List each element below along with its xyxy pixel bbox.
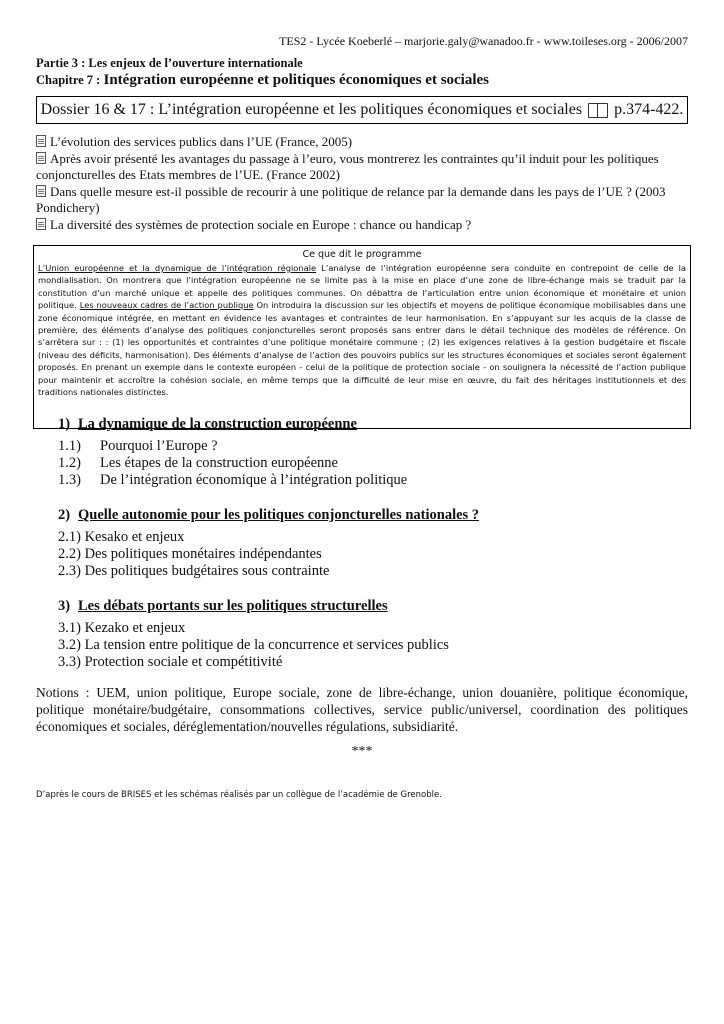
item-text: 2.1) Kesako et enjeux: [58, 529, 185, 545]
subject-text: L’évolution des services publics dans l’UE (France, 2005): [50, 134, 353, 149]
subject-item: [36, 184, 688, 217]
subject-item: [36, 151, 688, 184]
document-icon: [36, 218, 46, 230]
item-text: 3.2) La tension entre politique de la concurrence et services publics: [58, 637, 449, 653]
programme-paragraph-1: L’analyse de l’intégration européenne sera conduite en contrepoint de celle de la mondialisation. On montrera que l’intégration européenne ne se limite pas à la mise en place d’une zone de libre-échange mais se traduit par la constitution d’un marché unique et appelle des politiques communes. On débattra de l’articulation entre union économique et monétaire et union politique.: [38, 263, 686, 311]
document-icon: [36, 135, 46, 147]
chapitre-name: Intégration européenne et politiques économiques et sociales: [103, 72, 490, 88]
document-icon: [36, 152, 46, 164]
book-icon: [588, 103, 608, 118]
section-label: Quelle autonomie pour les politiques conjoncturelles nationales ?: [78, 507, 480, 523]
section-title: [58, 416, 678, 433]
item-text: De l’intégration économique à l’intégration politique: [100, 472, 408, 488]
section-2: [58, 507, 678, 580]
item-text: 2.2) Des politiques monétaires indépendantes: [58, 546, 322, 562]
dossier-text: Dossier 16 & 17 : L’intégration européenne et les politiques économiques et sociales: [40, 101, 583, 118]
subject-text: Après avoir présenté les avantages du passage à l’euro, vous montrerez les contraintes qu’il induit pour les politiques conjoncturelles des Etats membres de l’UE. (France 2002): [36, 150, 659, 182]
partie-title: Partie 3 : Les enjeux de l’ouverture internationale: [36, 56, 303, 70]
programme-box: [33, 245, 691, 429]
section-number: 1): [58, 416, 71, 432]
section-title: [58, 598, 678, 615]
item-number: 1.1): [58, 438, 81, 454]
item-text: 2.3) Des politiques budgétaires sous contrainte: [58, 563, 330, 579]
item-number: 1.2): [58, 455, 81, 471]
section-number: 3): [58, 598, 71, 614]
chapitre-label: Chapitre 7 :: [36, 73, 104, 87]
dossier-pages: p.374-422.: [614, 101, 684, 118]
list-item: [58, 563, 678, 580]
chapitre-title: [36, 72, 489, 89]
separator-stars: ***: [351, 744, 373, 759]
list-item: [58, 438, 678, 455]
item-text: 3.3) Protection sociale et compétitivité: [58, 654, 283, 670]
list-item: [58, 455, 678, 472]
header-line: TES2 - Lycée Koeberlé – marjorie.galy@wanadoo.fr - www.toileses.org - 2006/2007: [279, 34, 688, 48]
programme-heading-2: Les nouveaux cadres de l’action publique: [79, 300, 254, 311]
item-text: Pourquoi l’Europe ?: [100, 438, 218, 454]
section-3: [58, 598, 678, 671]
document-icon: [36, 185, 46, 197]
subject-list: [36, 134, 688, 233]
credit-note: D’après le cours de BRISES et les schémas réalisés par un collègue de l’académie de Grenoble.: [36, 790, 442, 800]
section-number: 2): [58, 507, 71, 523]
programme-title: Ce que dit le programme: [302, 249, 422, 260]
item-number: 1.3): [58, 472, 81, 488]
list-item: [58, 472, 678, 489]
programme-text: [38, 262, 686, 398]
subject-item: [36, 134, 688, 151]
dossier-box: [36, 96, 688, 124]
subject-text: La diversité des systèmes de protection sociale en Europe : chance ou handicap ?: [50, 216, 472, 232]
programme-heading-1: L’Union européenne et la dynamique de l’intégration régionale: [38, 263, 317, 273]
list-item: [58, 546, 678, 563]
section-label: Les débats portants sur les politiques structurelles: [78, 598, 388, 614]
subject-item: [36, 217, 688, 234]
section-1: [58, 416, 678, 489]
item-text: Les étapes de la construction européenne: [100, 455, 338, 471]
item-text: 3.1) Kezako et enjeux: [58, 620, 186, 636]
programme-paragraph-2: On introduira la discussion sur les objectifs et moyens de politique économique mobilisables dans une zone économique intégrée, en mettant en évidence les avantages et contraintes de leur harmonisation. En s’appuyant sur les acquis de la classe de première, des éléments d’analyse des politiques conjoncturelles seront proposés sans entrer dans le détail technique des modèles de référence. On s’arrêtera sur : : (1) les opportunités et contraintes d’une politique monétaire commune ; (2) les exigences relatives à la gestion budgétaire et fiscale (niveau des déficits, harmonisation). Des éléments d’analyse de l’action des pouvoirs publics sur les structures économiques et sociales seront également proposés. En prenant un exemple dans le contexte européen - celui de la politique de protection sociale - on soulignera la nécessité de l’action publique pour maintenir et accroître la cohésion sociale, en même temps que la difficulté de leur mise en œuvre, du fait des héritages institutionnels et des traditions nationales distinctes.: [38, 300, 687, 398]
subject-text: Dans quelle mesure est-il possible de recourir à une politique de relance par la demande dans les pays de l’UE ? (2003 Pondichery): [36, 183, 666, 215]
section-title: [58, 507, 678, 524]
notions-paragraph: Notions : UEM, union politique, Europe sociale, zone de libre-échange, union douanière, politique économique, politique monétaire/budgétaire, consommations collectives, service public/universel, coordination des politiques économiques et sociales, déréglementation/nouvelles régulations, subsidiarité.: [36, 685, 688, 734]
list-item: [58, 654, 678, 671]
list-item: [58, 637, 678, 654]
list-item: [58, 620, 678, 637]
section-label: La dynamique de la construction européenne: [78, 416, 357, 432]
list-item: [58, 529, 678, 546]
